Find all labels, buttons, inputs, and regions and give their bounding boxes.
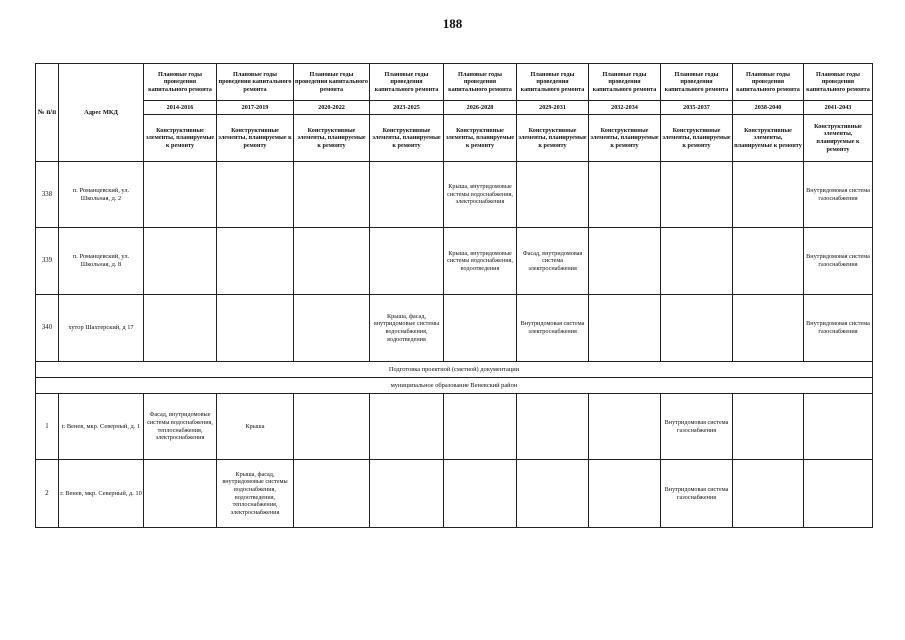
period-elements: Конструктивные элементы, планируемые к ремонту (217, 115, 294, 162)
section-docs-title: Подготовка проектной (сметной) документации (36, 362, 873, 378)
work-cell: Фасад, внутридомовая система электроснабжения (517, 228, 589, 295)
work-cell (733, 394, 804, 460)
section-row-docs (36, 362, 873, 378)
period-elements: Конструктивные элементы, планируемые к ремонту (294, 115, 370, 162)
period-years: 2038-2040 (733, 101, 804, 115)
period-label: Плановые годы проведения капитального ремонта (144, 64, 217, 101)
work-cell: Внутридомовая система газоснабжения (804, 295, 873, 362)
work-cell: Крыша, внутридомовые системы водоснабжения, электроснабжения (444, 162, 517, 228)
section-row-municipality (36, 378, 873, 394)
header-row-elements (36, 115, 873, 162)
header-row-years (36, 101, 873, 115)
work-cell (589, 228, 661, 295)
period-elements: Конструктивные элементы, планируемые к ремонту (444, 115, 517, 162)
table-header (36, 64, 873, 162)
period-label: Плановые годы проведения капитального ремонта (733, 64, 804, 101)
row-number: 2 (36, 460, 59, 528)
period-years: 2026-2028 (444, 101, 517, 115)
period-label: Плановые годы проведения капитального ремонта (804, 64, 873, 101)
period-label: Плановые годы проведения капитального ремонта (444, 64, 517, 101)
period-label: Плановые годы проведения капитального ремонта (661, 64, 733, 101)
work-cell (144, 162, 217, 228)
work-cell (370, 394, 444, 460)
work-cell (733, 162, 804, 228)
period-years: 2017-2019 (217, 101, 294, 115)
work-cell (294, 295, 370, 362)
period-label: Плановые годы проведения капитального ремонта (217, 64, 294, 101)
work-cell (444, 295, 517, 362)
work-cell (444, 394, 517, 460)
work-cell (217, 228, 294, 295)
work-cell: Крыша, фасад, внутридомовые системы водоснабжения, водоотведения (370, 295, 444, 362)
work-cell (517, 460, 589, 528)
work-cell (144, 228, 217, 295)
work-cell (144, 295, 217, 362)
period-years: 2023-2025 (370, 101, 444, 115)
row-number: 339 (36, 228, 59, 295)
capital-repair-table (35, 63, 873, 528)
row-address: хутор Шахтерский, д 17 (59, 295, 144, 362)
period-elements: Конструктивные элементы, планируемые к ремонту (804, 115, 873, 162)
period-label: Плановые годы проведения капитального ремонта (294, 64, 370, 101)
work-cell (144, 460, 217, 528)
work-cell: Внутридомовая система газоснабжения (661, 460, 733, 528)
work-cell (370, 162, 444, 228)
work-cell (589, 295, 661, 362)
work-cell (733, 295, 804, 362)
work-cell (217, 295, 294, 362)
period-years: 2014-2016 (144, 101, 217, 115)
period-years: 2020-2022 (294, 101, 370, 115)
period-elements: Конструктивные элементы, планируемые к ремонту (589, 115, 661, 162)
work-cell (294, 394, 370, 460)
work-cell: Фасад, внутридомовые системы водоснабжения, теплоснабжения, электроснабжения (144, 394, 217, 460)
work-cell (733, 460, 804, 528)
work-cell: Крыша, фасад, внутридомовые системы водоснабжения, водоотведения, теплоснабжения, электроснабжения (217, 460, 294, 528)
work-cell: Внутридомовая система газоснабжения (804, 228, 873, 295)
work-cell (733, 228, 804, 295)
work-cell (294, 228, 370, 295)
period-label: Плановые годы проведения капитального ремонта (517, 64, 589, 101)
work-cell (517, 394, 589, 460)
section-municipality-title: муниципальное образование Веневский район (36, 378, 873, 394)
work-cell (589, 394, 661, 460)
work-cell (661, 162, 733, 228)
period-label: Плановые годы проведения капитального ремонта (370, 64, 444, 101)
work-cell (589, 162, 661, 228)
table-row (36, 295, 873, 362)
table-body (36, 162, 873, 528)
work-cell (517, 162, 589, 228)
work-cell: Внутридомовая система электроснабжения (517, 295, 589, 362)
period-label: Плановые годы проведения капитального ремонта (589, 64, 661, 101)
col-num-header: № п/п (36, 64, 59, 162)
period-elements: Конструктивные элементы, планируемые к ремонту (733, 115, 804, 162)
header-row-label (36, 64, 873, 101)
row-address: г. Венев, мкр. Северный, д. 1 (59, 394, 144, 460)
row-number: 338 (36, 162, 59, 228)
work-cell: Внутридомовая система газоснабжения (804, 162, 873, 228)
work-cell (661, 228, 733, 295)
row-number: 340 (36, 295, 59, 362)
row-address: п. Романцевский, ул. Школьная, д. 2 (59, 162, 144, 228)
work-cell (444, 460, 517, 528)
period-elements: Конструктивные элементы, планируемые к ремонту (370, 115, 444, 162)
period-years: 2035-2037 (661, 101, 733, 115)
table-row (36, 394, 873, 460)
work-cell (294, 460, 370, 528)
work-cell (661, 295, 733, 362)
row-number: 1 (36, 394, 59, 460)
row-address: г. Венев, мкр. Северный, д. 10 (59, 460, 144, 528)
work-cell: Крыша, внутридомовые системы водоснабжения, водоотведения (444, 228, 517, 295)
work-cell (370, 460, 444, 528)
table-row (36, 228, 873, 295)
work-cell (804, 394, 873, 460)
table-row (36, 162, 873, 228)
period-elements: Конструктивные элементы, планируемые к ремонту (144, 115, 217, 162)
work-cell (589, 460, 661, 528)
work-cell (294, 162, 370, 228)
row-address: п. Романцевский, ул. Школьная, д. 8 (59, 228, 144, 295)
page-number: 188 (442, 16, 463, 31)
work-cell (217, 162, 294, 228)
col-address-header: Адрес МКД (59, 64, 144, 162)
period-elements: Конструктивные элементы, планируемые к ремонту (661, 115, 733, 162)
period-years: 2029-2031 (517, 101, 589, 115)
work-cell: Внутридомовая система газоснабжения (661, 394, 733, 460)
table-row (36, 460, 873, 528)
work-cell: Крыша (217, 394, 294, 460)
work-cell (370, 228, 444, 295)
work-cell (804, 460, 873, 528)
period-years: 2041-2043 (804, 101, 873, 115)
period-elements: Конструктивные элементы, планируемые к ремонту (517, 115, 589, 162)
period-years: 2032-2034 (589, 101, 661, 115)
